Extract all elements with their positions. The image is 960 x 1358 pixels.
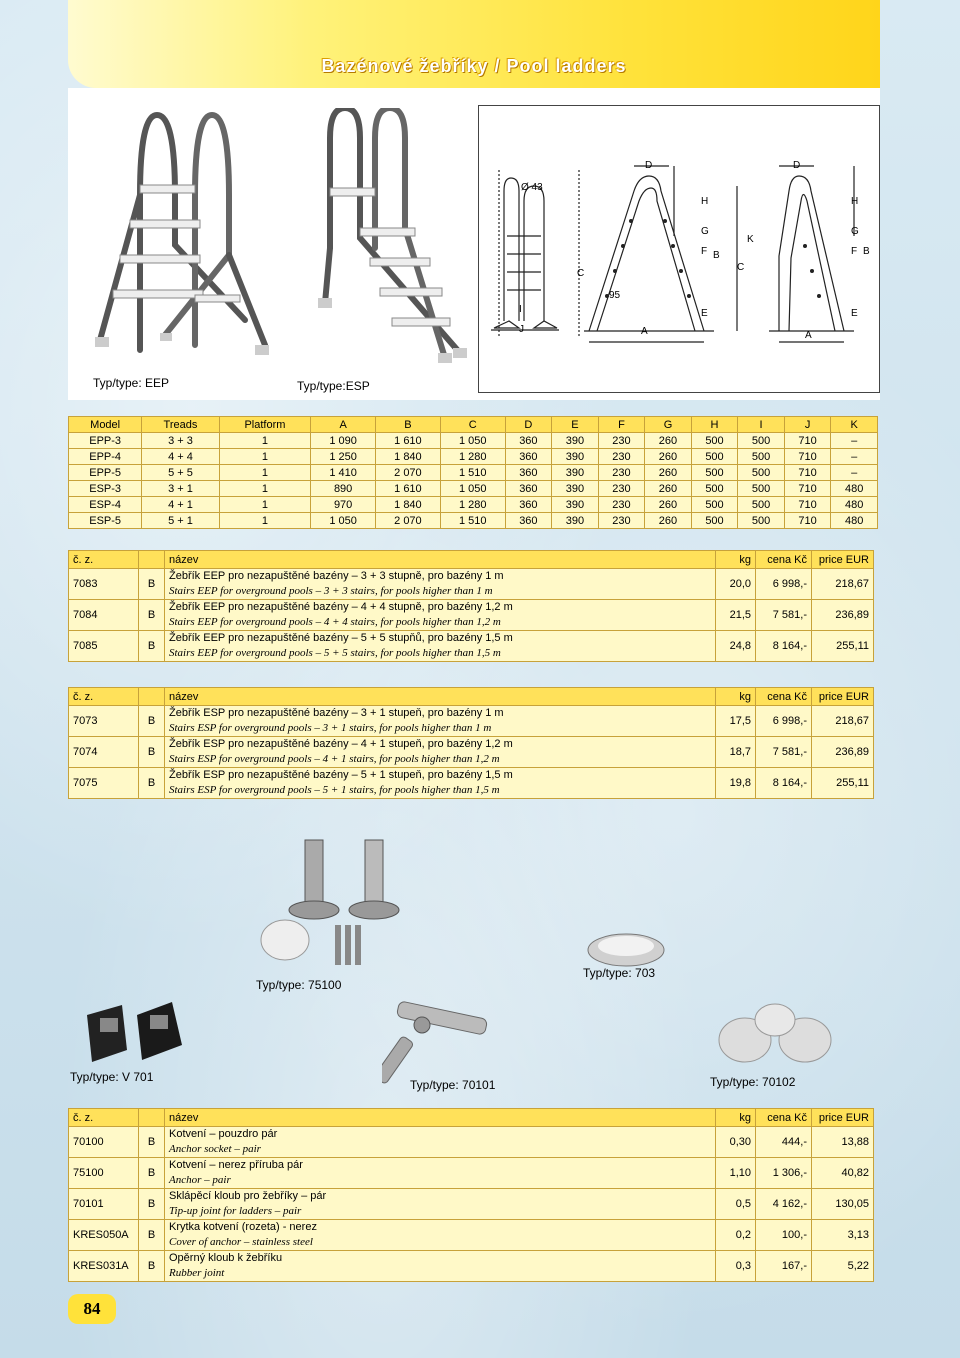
table-cell: 500: [691, 465, 738, 481]
item-category: B: [139, 1251, 165, 1282]
item-price-eur: 255,11: [812, 631, 874, 662]
item-code: KRES031A: [69, 1251, 139, 1282]
code-header: č. z.: [69, 688, 139, 706]
table-cell: 710: [784, 433, 831, 449]
item-description: [165, 569, 716, 600]
label-angle: 95: [609, 290, 621, 301]
table-cell: 1 050: [440, 481, 505, 497]
item-description: [165, 1127, 716, 1158]
table-cell: 360: [505, 465, 552, 481]
col-header: D: [505, 417, 552, 433]
table-cell: 1: [219, 465, 311, 481]
description-czech: Žebřík ESP pro nezapuštěné bazény – 5 + 1 stupeň, pro bazény 1,5 m: [169, 769, 513, 781]
item-description: [165, 1189, 716, 1220]
label-g2: G: [851, 226, 859, 237]
item-weight: 0,30: [716, 1127, 756, 1158]
table-cell: 260: [645, 433, 692, 449]
label-c1: C: [577, 268, 585, 279]
col-header: Treads: [142, 417, 219, 433]
table-cell: 3 + 1: [142, 481, 219, 497]
item-code: 7073: [69, 706, 139, 737]
label-d1: D: [645, 160, 653, 171]
description-czech: Žebřík EEP pro nezapuštěné bazény – 4 + 4 stupně, pro bazény 1,2 m: [169, 601, 513, 613]
code-header: č. z.: [69, 1109, 139, 1127]
col-header: A: [311, 417, 376, 433]
item-category: B: [139, 768, 165, 799]
price-row: [69, 600, 874, 631]
table-cell: 5 + 1: [142, 513, 219, 529]
caption-703: Typ/type: 703: [583, 966, 656, 980]
price-row: [69, 569, 874, 600]
table-cell: 500: [738, 433, 785, 449]
price-row: [69, 1251, 874, 1282]
item-price-eur: 13,88: [812, 1127, 874, 1158]
category-header: [139, 1109, 165, 1127]
table-cell: 500: [691, 513, 738, 529]
kg-header: kg: [716, 1109, 756, 1127]
item-code: 75100: [69, 1158, 139, 1189]
table-cell: 500: [738, 497, 785, 513]
table-cell: 500: [738, 465, 785, 481]
table-cell: –: [831, 465, 878, 481]
table-cell: 1 050: [440, 433, 505, 449]
item-code: 70100: [69, 1127, 139, 1158]
price-header-row: [69, 688, 874, 706]
label-f1: F: [701, 246, 708, 257]
item-description: [165, 600, 716, 631]
item-category: B: [139, 1127, 165, 1158]
table-cell: –: [831, 449, 878, 465]
price-row: [69, 1220, 874, 1251]
item-price-eur: 3,13: [812, 1220, 874, 1251]
description-english: Stairs ESP for overground pools – 4 + 1 stairs, for pools higher than 1,2 m: [169, 753, 500, 765]
table-cell: 1 050: [311, 513, 376, 529]
item-code: 7084: [69, 600, 139, 631]
table-cell: 1 090: [311, 433, 376, 449]
item-price-czk: 6 998,-: [756, 569, 812, 600]
table-cell: 360: [505, 481, 552, 497]
table-cell: 480: [831, 497, 878, 513]
table-cell: 230: [598, 497, 645, 513]
page-title: Bazénové žebříky / Pool ladders: [321, 56, 627, 76]
item-weight: 24,8: [716, 631, 756, 662]
anchor-socket-image: [715, 1000, 835, 1070]
table-cell: 1 840: [376, 497, 441, 513]
table-cell: 360: [505, 513, 552, 529]
description-english: Anchor socket – pair: [169, 1143, 261, 1155]
code-header: č. z.: [69, 551, 139, 569]
table-cell: 500: [738, 481, 785, 497]
label-f2: F: [851, 246, 858, 257]
label-e1: E: [701, 308, 708, 319]
item-category: B: [139, 569, 165, 600]
table-cell: 2 070: [376, 465, 441, 481]
item-code: 7074: [69, 737, 139, 768]
esp-price-table: [68, 687, 874, 799]
col-header: H: [691, 417, 738, 433]
table-cell: 500: [691, 449, 738, 465]
table-cell: 970: [311, 497, 376, 513]
table-cell: 230: [598, 433, 645, 449]
label-i: I: [519, 304, 522, 315]
item-category: B: [139, 706, 165, 737]
table-row: [69, 433, 878, 449]
table-cell: 2 070: [376, 513, 441, 529]
table-cell: EPP-4: [69, 449, 142, 465]
description-english: Stairs EEP for overground pools – 4 + 4 stairs, for pools higher than 1,2 m: [169, 616, 501, 628]
price-row: [69, 1189, 874, 1220]
item-category: B: [139, 631, 165, 662]
label-h1: H: [701, 196, 709, 207]
cover-image: [586, 930, 666, 970]
item-price-eur: 5,22: [812, 1251, 874, 1282]
accessory-price-table: [68, 1108, 874, 1282]
item-code: KRES050A: [69, 1220, 139, 1251]
description-english: Cover of anchor – stainless steel: [169, 1236, 313, 1248]
table-cell: 4 + 4: [142, 449, 219, 465]
description-czech: Opěrný kloub k žebříku: [169, 1252, 283, 1264]
table-cell: 260: [645, 513, 692, 529]
description-english: Stairs EEP for overground pools – 3 + 3 stairs, for pools higher than 1 m: [169, 585, 493, 597]
col-header: Platform: [219, 417, 311, 433]
eur-header: price EUR: [812, 688, 874, 706]
item-code: 7075: [69, 768, 139, 799]
name-header: název: [165, 551, 716, 569]
table-row: [69, 449, 878, 465]
item-price-czk: 8 164,-: [756, 768, 812, 799]
price-header-row: [69, 1109, 874, 1127]
label-h2: H: [851, 196, 859, 207]
table-cell: 360: [505, 449, 552, 465]
esp-ladder-image: [300, 108, 470, 368]
caption-70102: Typ/type: 70102: [710, 1075, 796, 1089]
table-cell: 260: [645, 481, 692, 497]
item-code: 70101: [69, 1189, 139, 1220]
table-cell: 1 610: [376, 481, 441, 497]
table-cell: 890: [311, 481, 376, 497]
table-cell: 390: [552, 465, 599, 481]
table-cell: 3 + 3: [142, 433, 219, 449]
label-b1: B: [713, 250, 720, 261]
table-cell: 4 + 1: [142, 497, 219, 513]
table-cell: 710: [784, 465, 831, 481]
label-a2: A: [805, 330, 812, 341]
table-cell: EPP-3: [69, 433, 142, 449]
item-price-eur: 236,89: [812, 737, 874, 768]
table-cell: 1: [219, 481, 311, 497]
label-a1: A: [641, 326, 648, 337]
description-english: Stairs EEP for overground pools – 5 + 5 stairs, for pools higher than 1,5 m: [169, 647, 501, 659]
description-english: Stairs ESP for overground pools – 5 + 1 stairs, for pools higher than 1,5 m: [169, 784, 500, 796]
description-czech: Kotvení – nerez příruba pár: [169, 1159, 303, 1171]
col-header: C: [440, 417, 505, 433]
table-cell: 1 250: [311, 449, 376, 465]
table-cell: 500: [691, 433, 738, 449]
item-price-czk: 6 998,-: [756, 706, 812, 737]
eep-ladder-image: [95, 105, 280, 365]
table-cell: 390: [552, 449, 599, 465]
table-cell: 1 610: [376, 433, 441, 449]
item-description: [165, 1220, 716, 1251]
table-cell: 1 280: [440, 497, 505, 513]
table-cell: –: [831, 433, 878, 449]
category-header: [139, 688, 165, 706]
description-czech: Krytka kotvení (rozeta) - nerez: [169, 1221, 317, 1233]
item-price-czk: 7 581,-: [756, 600, 812, 631]
item-category: B: [139, 1158, 165, 1189]
item-price-czk: 4 162,-: [756, 1189, 812, 1220]
czk-header: cena Kč: [756, 688, 812, 706]
dimensions-table: [68, 416, 878, 529]
table-cell: ESP-5: [69, 513, 142, 529]
table-cell: 230: [598, 513, 645, 529]
description-english: Stairs ESP for overground pools – 3 + 1 stairs, for pools higher than 1 m: [169, 722, 492, 734]
item-code: 7085: [69, 631, 139, 662]
item-weight: 21,5: [716, 600, 756, 631]
price-row: [69, 737, 874, 768]
col-header: Model: [69, 417, 142, 433]
label-e2: E: [851, 308, 858, 319]
table-cell: 390: [552, 513, 599, 529]
table-cell: 390: [552, 481, 599, 497]
table-cell: 480: [831, 481, 878, 497]
item-weight: 0,3: [716, 1251, 756, 1282]
table-cell: ESP-3: [69, 481, 142, 497]
item-price-czk: 167,-: [756, 1251, 812, 1282]
item-code: 7083: [69, 569, 139, 600]
table-cell: 260: [645, 497, 692, 513]
item-price-czk: 1 306,-: [756, 1158, 812, 1189]
item-price-czk: 8 164,-: [756, 631, 812, 662]
kg-header: kg: [716, 688, 756, 706]
col-header: I: [738, 417, 785, 433]
item-price-czk: 444,-: [756, 1127, 812, 1158]
item-weight: 20,0: [716, 569, 756, 600]
col-header: K: [831, 417, 878, 433]
table-cell: 230: [598, 449, 645, 465]
col-header: G: [645, 417, 692, 433]
item-weight: 0,2: [716, 1220, 756, 1251]
table-cell: 260: [645, 465, 692, 481]
item-weight: 17,5: [716, 706, 756, 737]
table-cell: 390: [552, 497, 599, 513]
item-price-czk: 100,-: [756, 1220, 812, 1251]
caption-70101: Typ/type: 70101: [410, 1078, 496, 1092]
eur-header: price EUR: [812, 551, 874, 569]
item-category: B: [139, 1220, 165, 1251]
table-cell: 1: [219, 497, 311, 513]
table-cell: 710: [784, 497, 831, 513]
kg-header: kg: [716, 551, 756, 569]
col-header: J: [784, 417, 831, 433]
item-category: B: [139, 1189, 165, 1220]
category-header: [139, 551, 165, 569]
price-row: [69, 768, 874, 799]
table-cell: 390: [552, 433, 599, 449]
price-row: [69, 1127, 874, 1158]
description-czech: Sklápěcí kloub pro žebříky – pár: [169, 1190, 327, 1202]
item-category: B: [139, 737, 165, 768]
esp-caption: Typ/type:ESP: [297, 379, 370, 393]
price-row: [69, 631, 874, 662]
table-cell: 500: [738, 513, 785, 529]
description-czech: Žebřík ESP pro nezapuštěné bazény – 4 + 1 stupeň, pro bazény 1,2 m: [169, 738, 513, 750]
table-cell: 230: [598, 465, 645, 481]
table-cell: 1 840: [376, 449, 441, 465]
dimensions-header-row: [69, 417, 878, 433]
item-description: [165, 768, 716, 799]
item-description: [165, 706, 716, 737]
table-cell: 1: [219, 449, 311, 465]
col-header: E: [552, 417, 599, 433]
label-diameter: Ø 43: [521, 182, 543, 193]
table-cell: 230: [598, 481, 645, 497]
table-cell: 500: [691, 481, 738, 497]
item-description: [165, 1251, 716, 1282]
table-cell: 1 510: [440, 465, 505, 481]
description-english: Anchor – pair: [169, 1174, 231, 1186]
item-price-eur: 130,05: [812, 1189, 874, 1220]
item-price-eur: 255,11: [812, 768, 874, 799]
item-price-eur: 218,67: [812, 706, 874, 737]
czk-header: cena Kč: [756, 551, 812, 569]
item-weight: 0,5: [716, 1189, 756, 1220]
item-description: [165, 1158, 716, 1189]
label-g1: G: [701, 226, 709, 237]
table-cell: 1: [219, 513, 311, 529]
eep-caption: Typ/type: EEP: [93, 376, 170, 390]
item-price-eur: 40,82: [812, 1158, 874, 1189]
table-cell: 500: [691, 497, 738, 513]
table-cell: 710: [784, 513, 831, 529]
item-price-eur: 236,89: [812, 600, 874, 631]
label-b2: B: [863, 246, 870, 257]
item-description: [165, 737, 716, 768]
eur-header: price EUR: [812, 1109, 874, 1127]
label-k: K: [747, 234, 754, 245]
price-row: [69, 706, 874, 737]
page-number: 84: [68, 1294, 116, 1324]
table-cell: 360: [505, 497, 552, 513]
table-cell: 710: [784, 481, 831, 497]
description-czech: Kotvení – pouzdro pár: [169, 1128, 278, 1140]
description-czech: Žebřík EEP pro nezapuštěné bazény – 3 + 3 stupně, pro bazény 1 m: [169, 570, 504, 582]
table-cell: 1 410: [311, 465, 376, 481]
table-row: [69, 513, 878, 529]
item-weight: 19,8: [716, 768, 756, 799]
table-cell: 500: [738, 449, 785, 465]
item-weight: 1,10: [716, 1158, 756, 1189]
description-english: Tip-up joint for ladders – pair: [169, 1205, 302, 1217]
eep-price-table: [68, 550, 874, 662]
table-cell: 360: [505, 433, 552, 449]
name-header: název: [165, 1109, 716, 1127]
table-row: [69, 465, 878, 481]
caption-75100: Typ/type: 75100: [256, 978, 342, 992]
col-header: F: [598, 417, 645, 433]
table-cell: 480: [831, 513, 878, 529]
item-description: [165, 631, 716, 662]
anchor-flange-image: [255, 830, 415, 980]
table-cell: 710: [784, 449, 831, 465]
item-price-czk: 7 581,-: [756, 737, 812, 768]
description-czech: Žebřík ESP pro nezapuštěné bazény – 3 + 1 stupeň, pro bazény 1 m: [169, 707, 504, 719]
table-cell: ESP-4: [69, 497, 142, 513]
label-d2: D: [793, 160, 801, 171]
table-cell: 1: [219, 433, 311, 449]
col-header: B: [376, 417, 441, 433]
description-english: Rubber joint: [169, 1267, 225, 1279]
table-cell: 1 510: [440, 513, 505, 529]
rubber-joint-image: [82, 990, 192, 1070]
table-cell: 1 280: [440, 449, 505, 465]
description-czech: Žebřík EEP pro nezapuštěné bazény – 5 + 5 stupňů, pro bazény 1,5 m: [169, 632, 513, 644]
table-row: [69, 481, 878, 497]
technical-drawing: [478, 105, 880, 393]
price-row: [69, 1158, 874, 1189]
item-weight: 18,7: [716, 737, 756, 768]
table-row: [69, 497, 878, 513]
caption-v701: Typ/type: V 701: [70, 1070, 154, 1084]
price-header-row: [69, 551, 874, 569]
label-j: J: [519, 324, 524, 335]
item-category: B: [139, 600, 165, 631]
name-header: název: [165, 688, 716, 706]
item-price-eur: 218,67: [812, 569, 874, 600]
label-c2: C: [737, 262, 745, 273]
czk-header: cena Kč: [756, 1109, 812, 1127]
table-cell: 260: [645, 449, 692, 465]
table-cell: EPP-5: [69, 465, 142, 481]
table-cell: 5 + 5: [142, 465, 219, 481]
